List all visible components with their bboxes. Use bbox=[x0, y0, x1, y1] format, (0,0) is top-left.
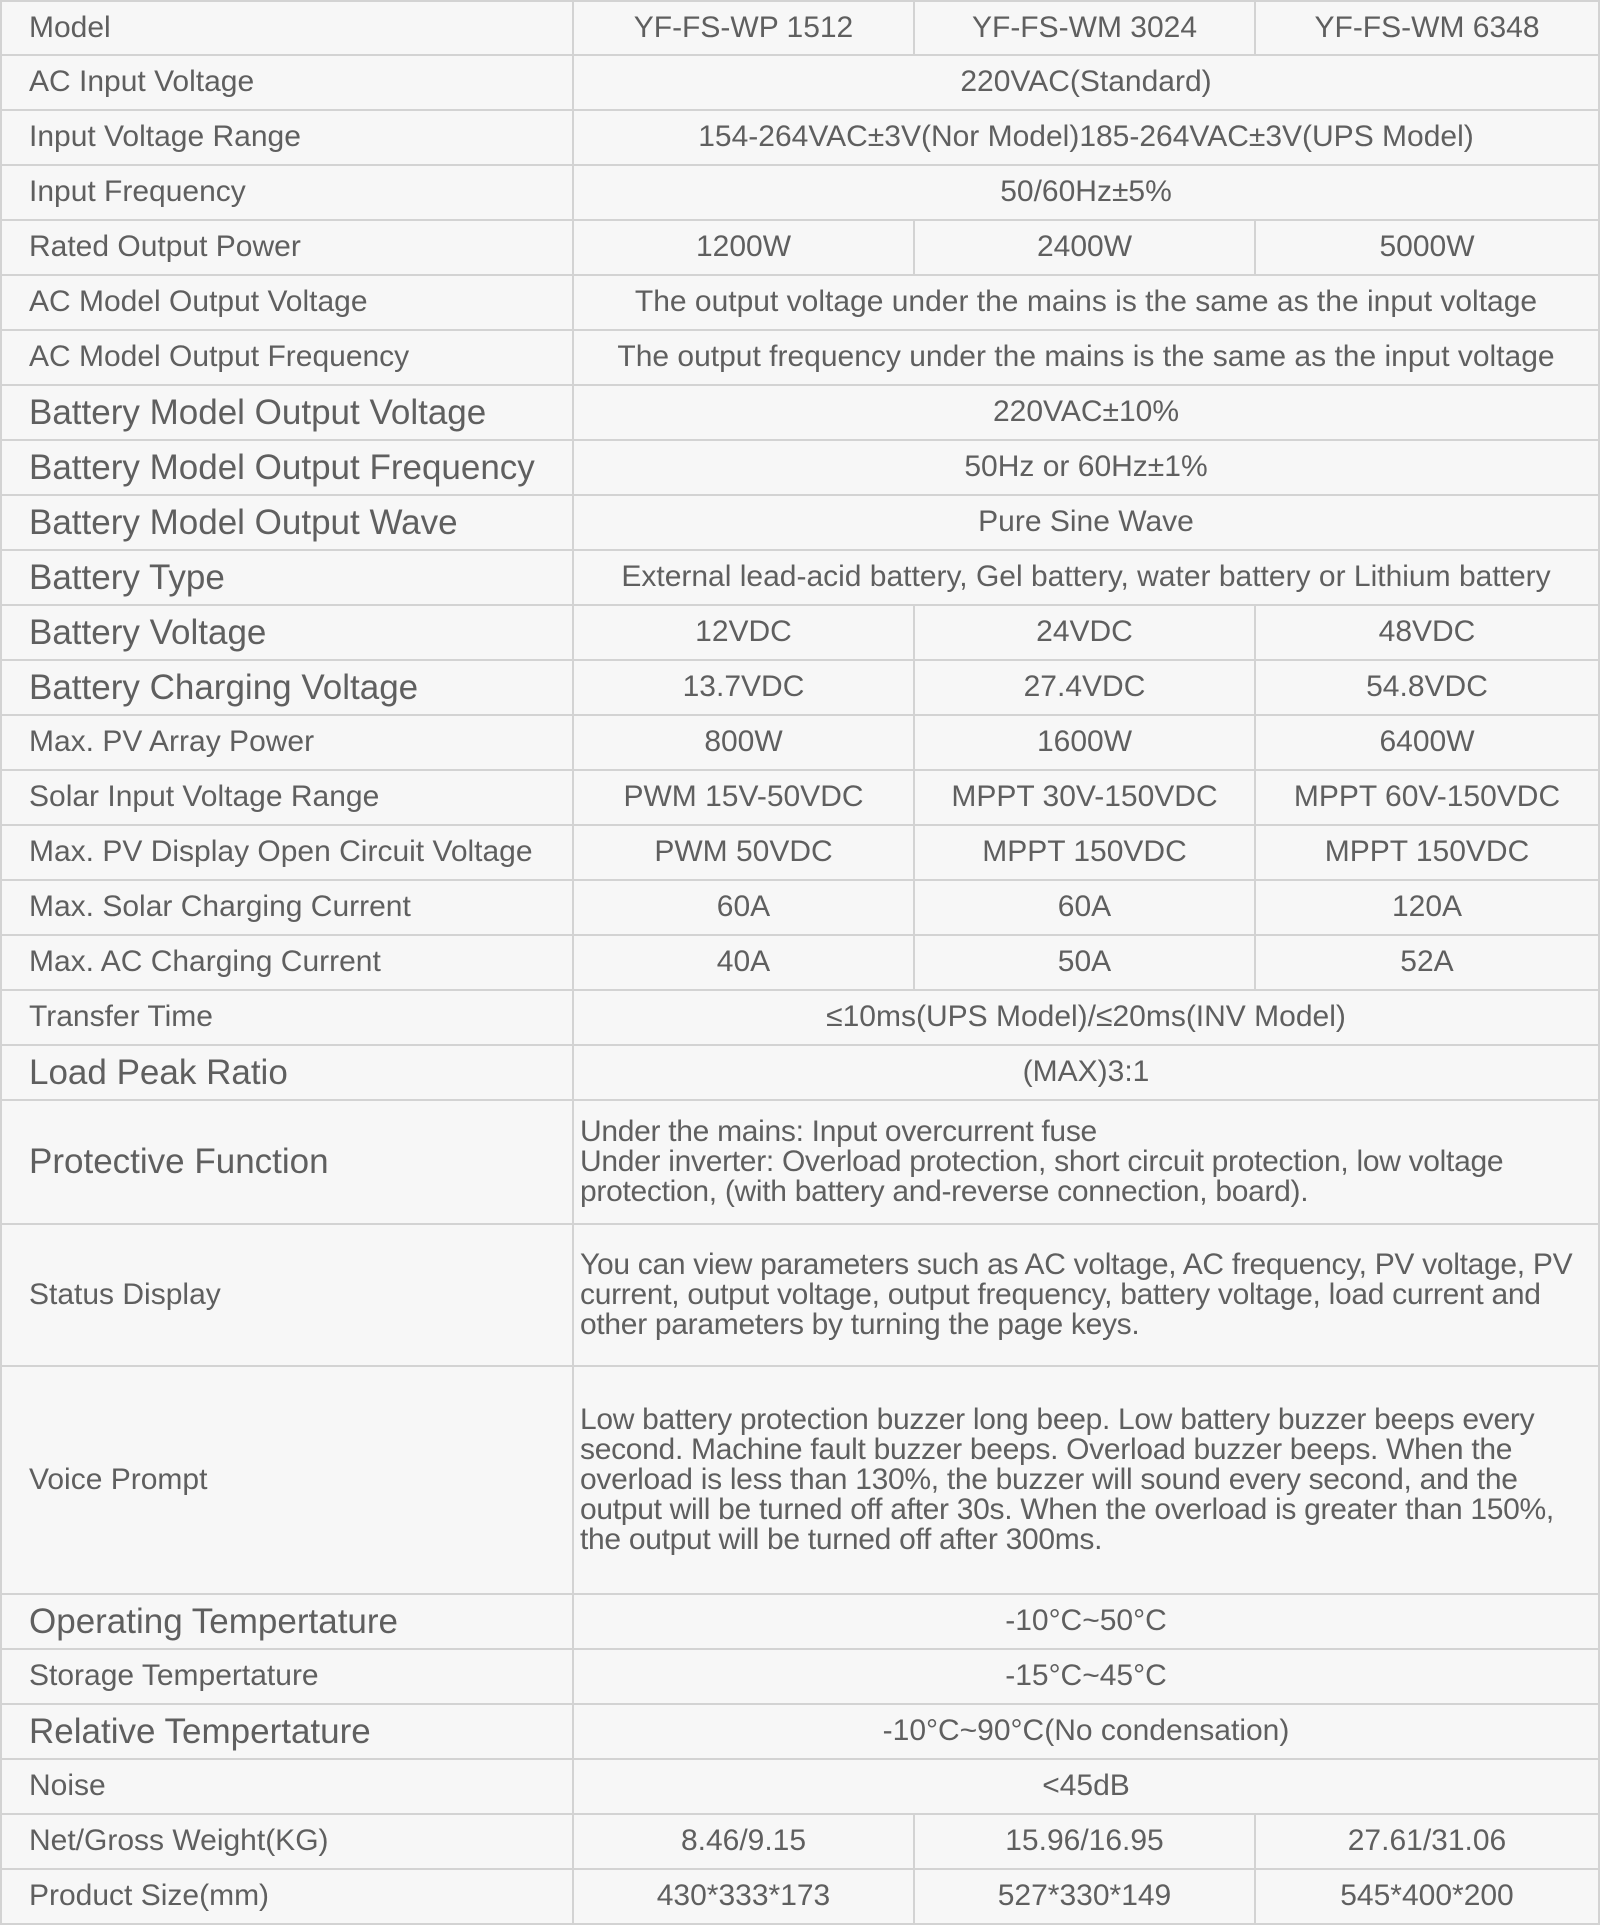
table-row bbox=[1, 770, 1599, 825]
table-row bbox=[1, 1759, 1599, 1814]
value-cell: 527*330*149 bbox=[914, 1869, 1255, 1924]
merged-value-cell: 220VAC(Standard) bbox=[573, 55, 1599, 110]
description-line: Low battery protection buzzer long beep. Low battery buzzer beeps every second. Machine fault buzzer beeps. Overload buzzer beeps. When the overload is less than 130%, the buzzer will sound every second, and the output will be turned off after 30s. When the overload is greater than 150%, the output will be turned off after 300ms. bbox=[580, 1403, 1554, 1556]
table-row bbox=[1, 605, 1599, 660]
value-cell: 50A bbox=[914, 935, 1255, 990]
value-cell: 15.96/16.95 bbox=[914, 1814, 1255, 1869]
value-cell: 54.8VDC bbox=[1255, 660, 1599, 715]
value-cell: MPPT 150VDC bbox=[1255, 825, 1599, 880]
row-label: Rated Output Power bbox=[1, 220, 573, 275]
row-label: AC Model Output Frequency bbox=[1, 330, 573, 385]
table-row bbox=[1, 440, 1599, 495]
description-line: You can view parameters such as AC voltage, AC frequency, PV voltage, PV current, output voltage, output frequency, battery voltage, load current and other parameters by turning the page keys. bbox=[580, 1248, 1573, 1341]
value-cell: 24VDC bbox=[914, 605, 1255, 660]
row-label: Model bbox=[1, 1, 573, 55]
value-cell: 430*333*173 bbox=[573, 1869, 914, 1924]
row-label: Product Size(mm) bbox=[1, 1869, 573, 1924]
merged-value-cell: External lead-acid battery, Gel battery, water battery or Lithium battery bbox=[573, 550, 1599, 605]
row-label: Input Voltage Range bbox=[1, 110, 573, 165]
row-label: Operating Tempertature bbox=[1, 1594, 573, 1649]
table-row bbox=[1, 660, 1599, 715]
value-cell: 120A bbox=[1255, 880, 1599, 935]
merged-value-cell: 154-264VAC±3V(Nor Model)185-264VAC±3V(UPS Model) bbox=[573, 110, 1599, 165]
table-row bbox=[1, 825, 1599, 880]
row-label: Max. Solar Charging Current bbox=[1, 880, 573, 935]
row-label: Noise bbox=[1, 1759, 573, 1814]
row-label: Net/Gross Weight(KG) bbox=[1, 1814, 573, 1869]
row-label: Battery Model Output Wave bbox=[1, 495, 573, 550]
table-row bbox=[1, 1366, 1599, 1594]
table-row bbox=[1, 495, 1599, 550]
table-row bbox=[1, 1649, 1599, 1704]
value-cell: 800W bbox=[573, 715, 914, 770]
table-row bbox=[1, 1045, 1599, 1100]
row-label: Battery Voltage bbox=[1, 605, 573, 660]
merged-value-cell: -15°C~45°C bbox=[573, 1649, 1599, 1704]
table-row bbox=[1, 1814, 1599, 1869]
merged-value-cell: 50Hz or 60Hz±1% bbox=[573, 440, 1599, 495]
row-label: Battery Model Output Frequency bbox=[1, 440, 573, 495]
table-row bbox=[1, 1, 1599, 55]
table-row bbox=[1, 220, 1599, 275]
row-label: Battery Type bbox=[1, 550, 573, 605]
row-label: Max. AC Charging Current bbox=[1, 935, 573, 990]
value-cell: MPPT 30V-150VDC bbox=[914, 770, 1255, 825]
merged-value-cell: 220VAC±10% bbox=[573, 385, 1599, 440]
value-cell: 12VDC bbox=[573, 605, 914, 660]
description-cell bbox=[573, 1366, 1599, 1594]
table-row bbox=[1, 110, 1599, 165]
value-cell: 27.4VDC bbox=[914, 660, 1255, 715]
value-cell: 60A bbox=[914, 880, 1255, 935]
value-cell: PWM 15V-50VDC bbox=[573, 770, 914, 825]
row-label: Voice Prompt bbox=[1, 1366, 573, 1594]
value-cell: 60A bbox=[573, 880, 914, 935]
value-cell: 27.61/31.06 bbox=[1255, 1814, 1599, 1869]
merged-value-cell: ≤10ms(UPS Model)/≤20ms(INV Model) bbox=[573, 990, 1599, 1045]
value-cell: 40A bbox=[573, 935, 914, 990]
row-label: Transfer Time bbox=[1, 990, 573, 1045]
row-label: AC Model Output Voltage bbox=[1, 275, 573, 330]
table-row bbox=[1, 55, 1599, 110]
value-cell: 13.7VDC bbox=[573, 660, 914, 715]
row-label: Battery Model Output Voltage bbox=[1, 385, 573, 440]
value-cell: 1200W bbox=[573, 220, 914, 275]
description-line: Under the mains: Input overcurrent fuse bbox=[580, 1115, 1097, 1148]
value-cell: 545*400*200 bbox=[1255, 1869, 1599, 1924]
value-cell: 5000W bbox=[1255, 220, 1599, 275]
table-row bbox=[1, 990, 1599, 1045]
value-cell: 52A bbox=[1255, 935, 1599, 990]
merged-value-cell: (MAX)3:1 bbox=[573, 1045, 1599, 1100]
value-cell: YF-FS-WM 3024 bbox=[914, 1, 1255, 55]
description-line: Under inverter: Overload protection, short circuit protection, low voltage protection, (with battery and-reverse connection, board). bbox=[580, 1145, 1504, 1208]
row-label: Solar Input Voltage Range bbox=[1, 770, 573, 825]
table-row bbox=[1, 550, 1599, 605]
table-row bbox=[1, 385, 1599, 440]
table-row bbox=[1, 1869, 1599, 1924]
merged-value-cell: The output voltage under the mains is the same as the input voltage bbox=[573, 275, 1599, 330]
table-row bbox=[1, 275, 1599, 330]
merged-value-cell: Pure Sine Wave bbox=[573, 495, 1599, 550]
table-row bbox=[1, 715, 1599, 770]
merged-value-cell: -10°C~50°C bbox=[573, 1594, 1599, 1649]
table-row bbox=[1, 330, 1599, 385]
row-label: Max. PV Display Open Circuit Voltage bbox=[1, 825, 573, 880]
merged-value-cell: <45dB bbox=[573, 1759, 1599, 1814]
table-row bbox=[1, 1704, 1599, 1759]
table-row bbox=[1, 1594, 1599, 1649]
row-label: AC Input Voltage bbox=[1, 55, 573, 110]
value-cell: 2400W bbox=[914, 220, 1255, 275]
merged-value-cell: 50/60Hz±5% bbox=[573, 165, 1599, 220]
value-cell: 8.46/9.15 bbox=[573, 1814, 914, 1869]
row-label: Input Frequency bbox=[1, 165, 573, 220]
table-row bbox=[1, 1100, 1599, 1224]
row-label: Load Peak Ratio bbox=[1, 1045, 573, 1100]
row-label: Status Display bbox=[1, 1224, 573, 1366]
description-cell bbox=[573, 1224, 1599, 1366]
value-cell: 48VDC bbox=[1255, 605, 1599, 660]
row-label: Battery Charging Voltage bbox=[1, 660, 573, 715]
value-cell: PWM 50VDC bbox=[573, 825, 914, 880]
value-cell: MPPT 60V-150VDC bbox=[1255, 770, 1599, 825]
table-row bbox=[1, 880, 1599, 935]
table-row bbox=[1, 1224, 1599, 1366]
row-label: Protective Function bbox=[1, 1100, 573, 1224]
row-label: Relative Tempertature bbox=[1, 1704, 573, 1759]
description-cell bbox=[573, 1100, 1599, 1224]
value-cell: YF-FS-WM 6348 bbox=[1255, 1, 1599, 55]
value-cell: 1600W bbox=[914, 715, 1255, 770]
row-label: Storage Tempertature bbox=[1, 1649, 573, 1704]
merged-value-cell: -10°C~90°C(No condensation) bbox=[573, 1704, 1599, 1759]
value-cell: MPPT 150VDC bbox=[914, 825, 1255, 880]
row-label: Max. PV Array Power bbox=[1, 715, 573, 770]
table-row bbox=[1, 935, 1599, 990]
table-row bbox=[1, 165, 1599, 220]
value-cell: 6400W bbox=[1255, 715, 1599, 770]
value-cell: YF-FS-WP 1512 bbox=[573, 1, 914, 55]
merged-value-cell: The output frequency under the mains is the same as the input voltage bbox=[573, 330, 1599, 385]
